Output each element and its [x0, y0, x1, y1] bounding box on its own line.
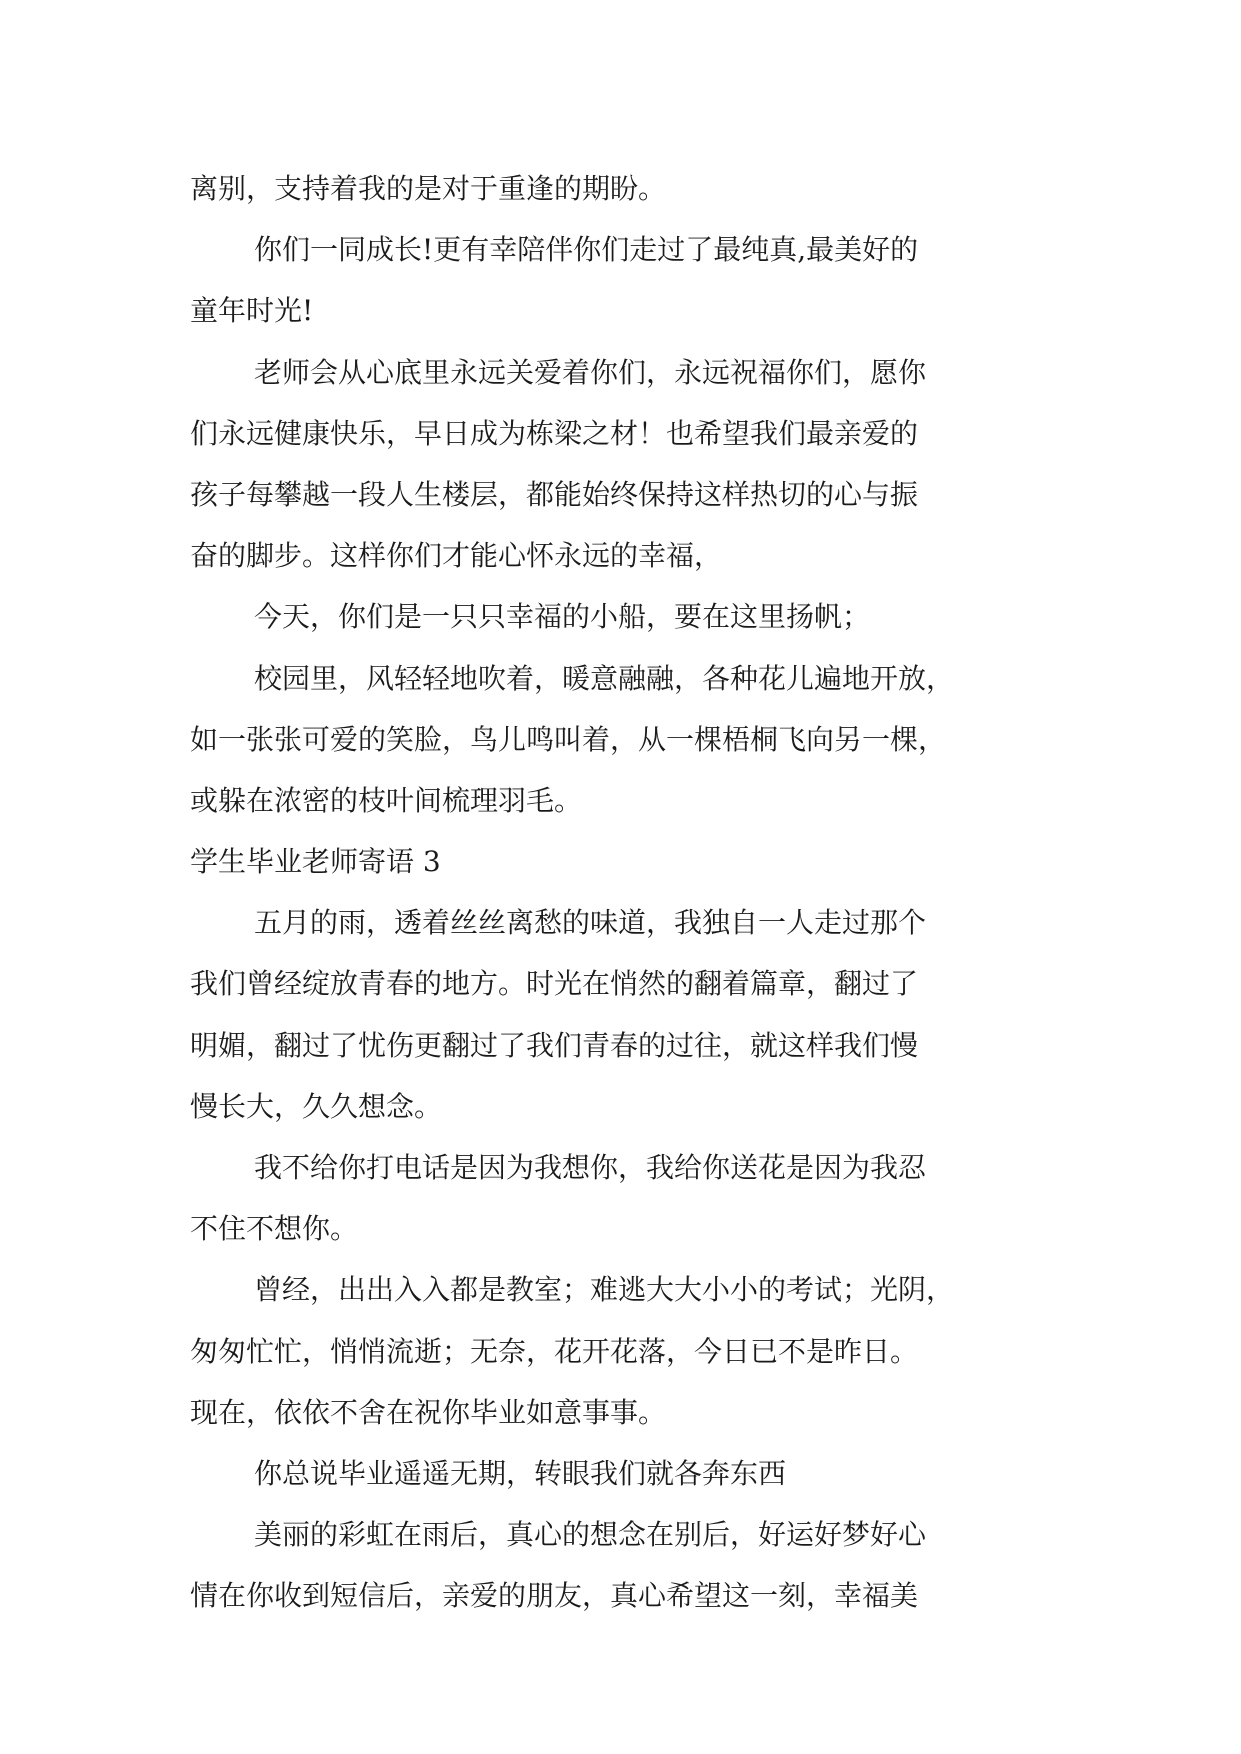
document-body — [190, 158, 1052, 1627]
text-line: 或躲在浓密的枝叶间梳理羽毛。 — [190, 783, 583, 817]
section-heading: 学生毕业老师寄语 3 — [190, 845, 441, 879]
text-line: 五月的雨，透着丝丝离愁的味道，我独自一人走过那个 — [254, 906, 927, 940]
text-line: 你总说毕业遥遥无期，转眼我们就各奔东西 — [254, 1456, 787, 1490]
text-line: 奋的脚步。这样你们才能心怀永远的幸福， — [190, 539, 723, 573]
text-line: 如一张张可爱的笑脸，鸟儿鸣叫着，从一棵梧桐飞向另一棵， — [190, 722, 947, 756]
text-line: 明媚，翻过了忧伤更翻过了我们青春的过往，就这样我们慢 — [190, 1028, 919, 1062]
text-line: 曾经，出出入入都是教室；难逃大大小小的考试；光阴， — [254, 1273, 955, 1307]
text-line: 现在，依依不舍在祝你毕业如意事事。 — [190, 1395, 667, 1429]
text-line: 美丽的彩虹在雨后，真心的想念在别后，好运好梦好心 — [254, 1518, 927, 1552]
text-line: 你们一同成长!更有幸陪伴你们走过了最纯真,最美好的 — [254, 233, 919, 267]
text-line: 慢长大，久久想念。 — [190, 1089, 443, 1123]
text-line: 童年时光! — [190, 294, 314, 328]
text-line: 老师会从心底里永远关爱着你们，永远祝福你们，愿你 — [254, 355, 927, 389]
text-line: 我们曾经绽放青春的地方。时光在悄然的翻着篇章，翻过了 — [190, 967, 919, 1001]
text-line: 情在你收到短信后，亲爱的朋友，真心希望这一刻，幸福美 — [190, 1579, 919, 1613]
text-line: 校园里，风轻轻地吹着，暖意融融，各种花儿遍地开放， — [254, 661, 955, 695]
text-line: 匆匆忙忙，悄悄流逝；无奈，花开花落，今日已不是昨日。 — [190, 1334, 919, 1368]
text-line: 们永远健康快乐，早日成为栋梁之材！也希望我们最亲爱的 — [190, 416, 919, 450]
text-line: 今天，你们是一只只幸福的小船，要在这里扬帆； — [254, 600, 871, 634]
text-line: 不住不想你。 — [190, 1212, 359, 1246]
text-line: 离别，支持着我的是对于重逢的期盼。 — [190, 172, 667, 205]
text-line: 我不给你打电话是因为我想你，我给你送花是因为我忍 — [254, 1151, 927, 1184]
text-line: 孩子每攀越一段人生楼层，都能始终保持这样热切的心与振 — [190, 477, 919, 511]
